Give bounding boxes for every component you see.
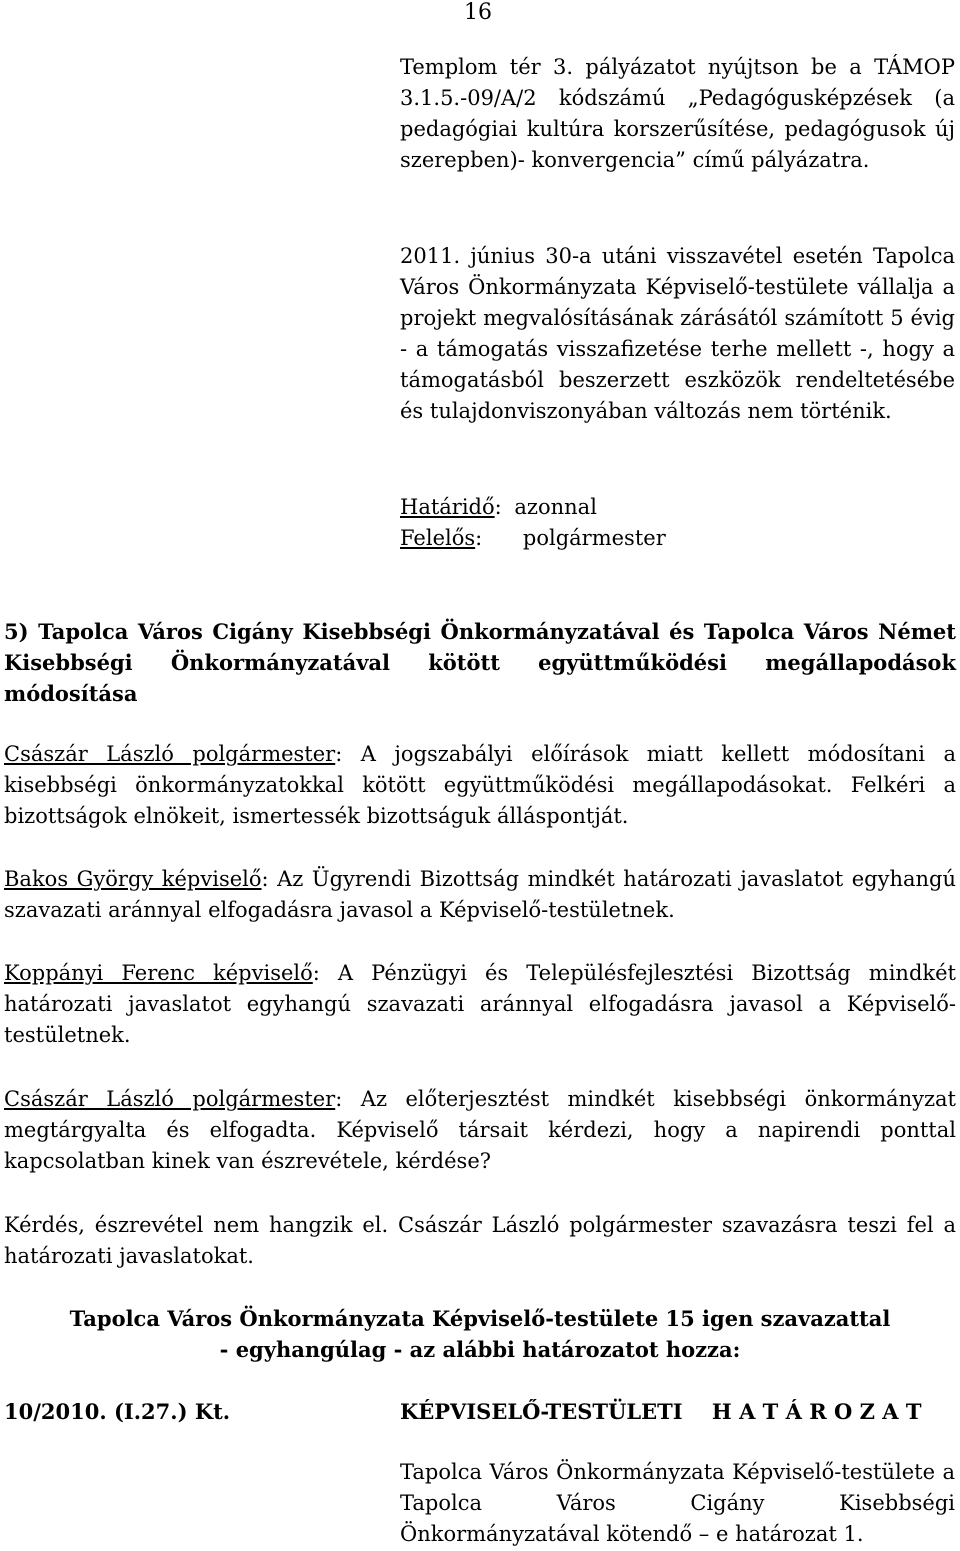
deadline-value: azonnal — [514, 495, 597, 519]
resolution-text: Tapolca Város Önkormányzata Képviselő-testülete a Tapolca Város Cigány Kisebbségi Önkormányzatával kötendő – e határozat 1. — [400, 1460, 955, 1546]
deadline-label: Határidő — [400, 495, 495, 519]
resolution-number: 10/2010. (I.27.) Kt. — [4, 1399, 231, 1424]
responsible-value: polgármester — [522, 526, 666, 550]
paragraph-retention: 2011. június 30-a utáni visszavétel esetén Tapolca Város Önkormányzata Képviselő-testülete vállalja a projekt megvalósításának zárásától számított 5 évig - a támogatás visszafizetése terhe mellett -, hogy a támogatásból beszerzett eszközök rendeltetésébe és tulajdonviszonyában változás nem történik. — [400, 244, 955, 423]
speaker-name: Koppányi Ferenc képviselő — [4, 961, 313, 985]
speech-text: : Az Ügyrendi Bizottság mindkét határozati javaslatot egyhangú szavazati aránnyal elfogadásra javasol a Képviselő-testületnek. — [4, 867, 956, 922]
section-heading: 5) Tapolca Város Cigány Kisebbségi Önkormányzatával és Tapolca Város Német Kisebbségi Önkormányzatával kötött együttműködési megállapodások módosítása — [4, 619, 956, 706]
speech-text: : A Pénzügyi és Településfejlesztési Bizottság mindkét határozati javaslatot egyhangú szavazati aránnyal elfogadásra javasol a Képviselő-testületnek. — [4, 961, 956, 1047]
deadline-line — [400, 492, 955, 523]
speech-1 — [4, 739, 956, 832]
speech-4 — [4, 1084, 956, 1177]
resolution-title-line — [400, 1396, 955, 1427]
resolution-title: KÉPVISELŐ-TESTÜLETI — [400, 1399, 683, 1424]
speech-text: : A jogszabályi előírások miatt kellett módosítani a kisebbségi önkormányzatokkal kötött együttműködési megállapodásokat. Felkéri a bizottságok elnökeit, ismertessék bizottságuk álláspontját. — [4, 742, 956, 828]
speech-3 — [4, 958, 956, 1051]
speech-2 — [4, 864, 956, 926]
deadline-colon: : — [494, 495, 502, 519]
page-number: 16 — [464, 0, 492, 25]
speaker-name: Bakos György képviselő — [4, 867, 262, 891]
speaker-name: Császár László polgármester — [4, 1087, 336, 1111]
paragraph-tamop: Templom tér 3. pályázatot nyújtson be a TÁMOP 3.1.5.-09/A/2 kódszámú „Pedagógusképzések (a pedagógiai kultúra korszerűsítése, pedagógusok új szerepben)- konvergencia” című pályázatra. — [400, 55, 955, 172]
responsible-label: Felelős — [400, 526, 476, 550]
vote-line-2: - egyhangúlag - az alábbi határozatot hozza: — [219, 1337, 741, 1362]
no-questions-paragraph: Kérdés, észrevétel nem hangzik el. Császár László polgármester szavazásra teszi fel a határozati javaslatokat. — [4, 1213, 956, 1268]
responsible-colon: : — [475, 526, 483, 550]
speech-text: : Az előterjesztést mindkét kisebbségi önkormányzat megtárgyalta és elfogadta. Képviselő társait kérdezi, hogy a napirendi ponttal kapcsolatban kinek van észrevétele, kérdése? — [4, 1087, 956, 1173]
responsible-line — [400, 523, 955, 554]
speaker-name: Császár László polgármester — [4, 742, 336, 766]
resolution-word: H A T Á R O Z A T — [711, 1399, 922, 1424]
vote-line-1: Tapolca Város Önkormányzata Képviselő-testülete 15 igen szavazattal — [69, 1306, 891, 1331]
